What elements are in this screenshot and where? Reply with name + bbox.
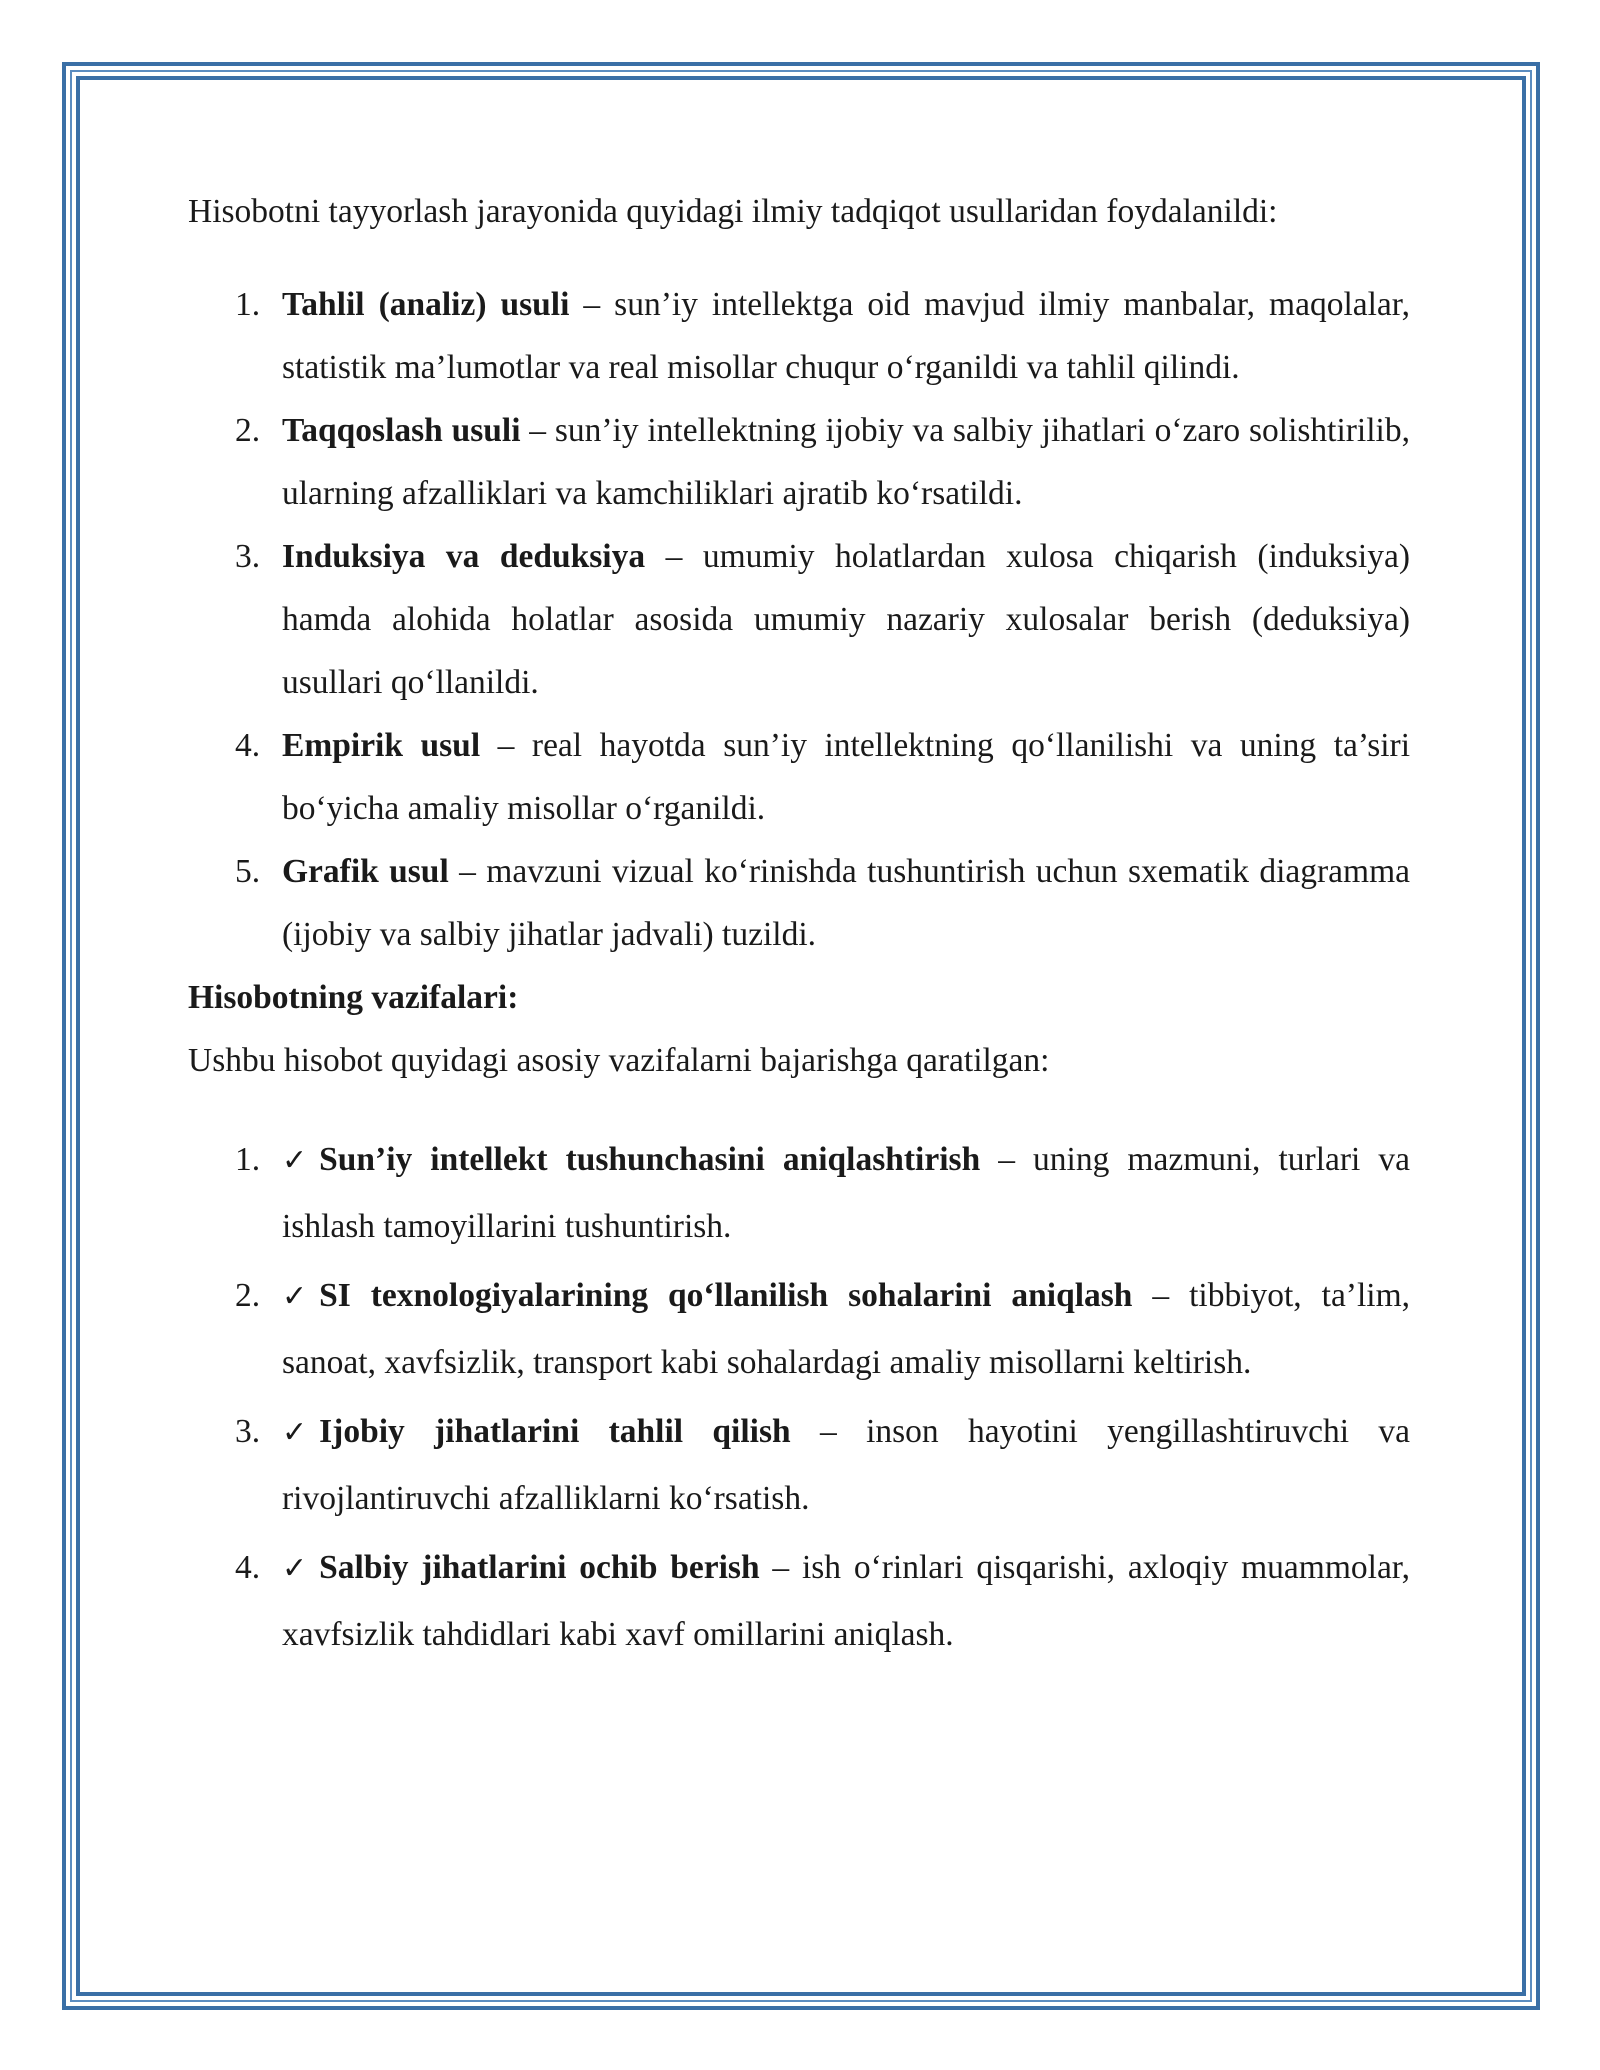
task-title: SI texnologiyalarining qo‘llanilish sohalarini aniqlash bbox=[319, 1277, 1133, 1314]
item-number: 2. bbox=[235, 412, 261, 449]
method-item bbox=[188, 273, 1410, 399]
task-title: Sun’iy intellekt tushunchasini aniqlashtirish bbox=[319, 1141, 981, 1178]
item-number: 4. bbox=[235, 727, 261, 764]
method-title: Tahlil (analiz) usuli bbox=[282, 286, 570, 323]
checkmark-icon: ✓ bbox=[282, 1143, 308, 1178]
method-title: Empirik usul bbox=[282, 727, 481, 764]
method-title: Taqqoslash usuli bbox=[282, 412, 521, 449]
method-text: – mavzuni vizual ko‘rinishda tushuntirish uchun sxematik diagramma (ijobiy va salbiy jihatlar jadvali) tuzildi. bbox=[282, 853, 1410, 953]
method-title: Grafik usul bbox=[282, 853, 449, 890]
method-item bbox=[188, 714, 1410, 840]
task-text: – uning mazmuni, turlari va ishlash tamoyillarini tushuntirish. bbox=[282, 1141, 1410, 1245]
method-item bbox=[188, 399, 1410, 525]
task-text: – inson hayotini yengillashtiruvchi va rivojlantiruvchi afzalliklarni ko‘rsatish. bbox=[282, 1413, 1411, 1517]
task-item bbox=[188, 1535, 1410, 1668]
method-text: – sun’iy intellektga oid mavjud ilmiy manbalar, maqolalar, statistik ma’lumotlar va real misollar chuqur o‘rganildi va tahlil qilindi. bbox=[282, 286, 1410, 386]
item-number: 1. bbox=[235, 1141, 261, 1178]
method-text: – umumiy holatlardan xulosa chiqarish (induksiya) hamda alohida holatlar asosida umumiy nazariy xulosalar berish (deduksiya) usullari qo‘llanildi. bbox=[282, 538, 1410, 701]
tasks-list bbox=[188, 1127, 1410, 1668]
method-text: – real hayotda sun’iy intellektning qo‘llanilishi va uning ta’siri bo‘yicha amaliy misollar o‘rganildi. bbox=[282, 727, 1410, 827]
method-text: – sun’iy intellektning ijobiy va salbiy jihatlari o‘zaro solishtirilib, ularning afzalliklari va kamchiliklari ajratib ko‘rsatildi. bbox=[282, 412, 1410, 512]
item-number: 4. bbox=[235, 1549, 261, 1586]
checkmark-icon: ✓ bbox=[282, 1551, 308, 1586]
method-title: Induksiya va deduksiya bbox=[282, 538, 646, 575]
item-number: 3. bbox=[235, 1413, 261, 1450]
method-item bbox=[188, 840, 1410, 966]
item-number: 2. bbox=[235, 1277, 261, 1314]
tasks-heading: Hisobotning vazifalari: bbox=[188, 979, 519, 1016]
item-number: 5. bbox=[235, 853, 261, 890]
document-body bbox=[188, 180, 1410, 1671]
checkmark-icon: ✓ bbox=[282, 1279, 308, 1314]
task-item bbox=[188, 1399, 1410, 1532]
task-item bbox=[188, 1263, 1410, 1396]
task-text: – tibbiyot, ta’lim, sanoat, xavfsizlik, transport kabi sohalardagi amaliy misollarni keltirish. bbox=[282, 1277, 1411, 1381]
methods-list bbox=[188, 273, 1410, 966]
task-title: Salbiy jihatlarini ochib berish bbox=[319, 1549, 760, 1586]
checkmark-icon: ✓ bbox=[282, 1415, 308, 1450]
item-number: 3. bbox=[235, 538, 261, 575]
method-item bbox=[188, 525, 1410, 714]
task-text: – ish o‘rinlari qisqarishi, axloqiy muammolar, xavfsizlik tahdidlari kabi xavf omillarini aniqlash. bbox=[282, 1549, 1410, 1653]
task-title: Ijobiy jihatlarini tahlil qilish bbox=[319, 1413, 791, 1450]
tasks-intro: Ushbu hisobot quyidagi asosiy vazifalarni bajarishga qaratilgan: bbox=[188, 1042, 1050, 1079]
item-number: 1. bbox=[235, 286, 261, 323]
task-item bbox=[188, 1127, 1410, 1260]
intro-paragraph: Hisobotni tayyorlash jarayonida quyidagi ilmiy tadqiqot usullaridan foydalanildi: bbox=[188, 193, 1278, 230]
